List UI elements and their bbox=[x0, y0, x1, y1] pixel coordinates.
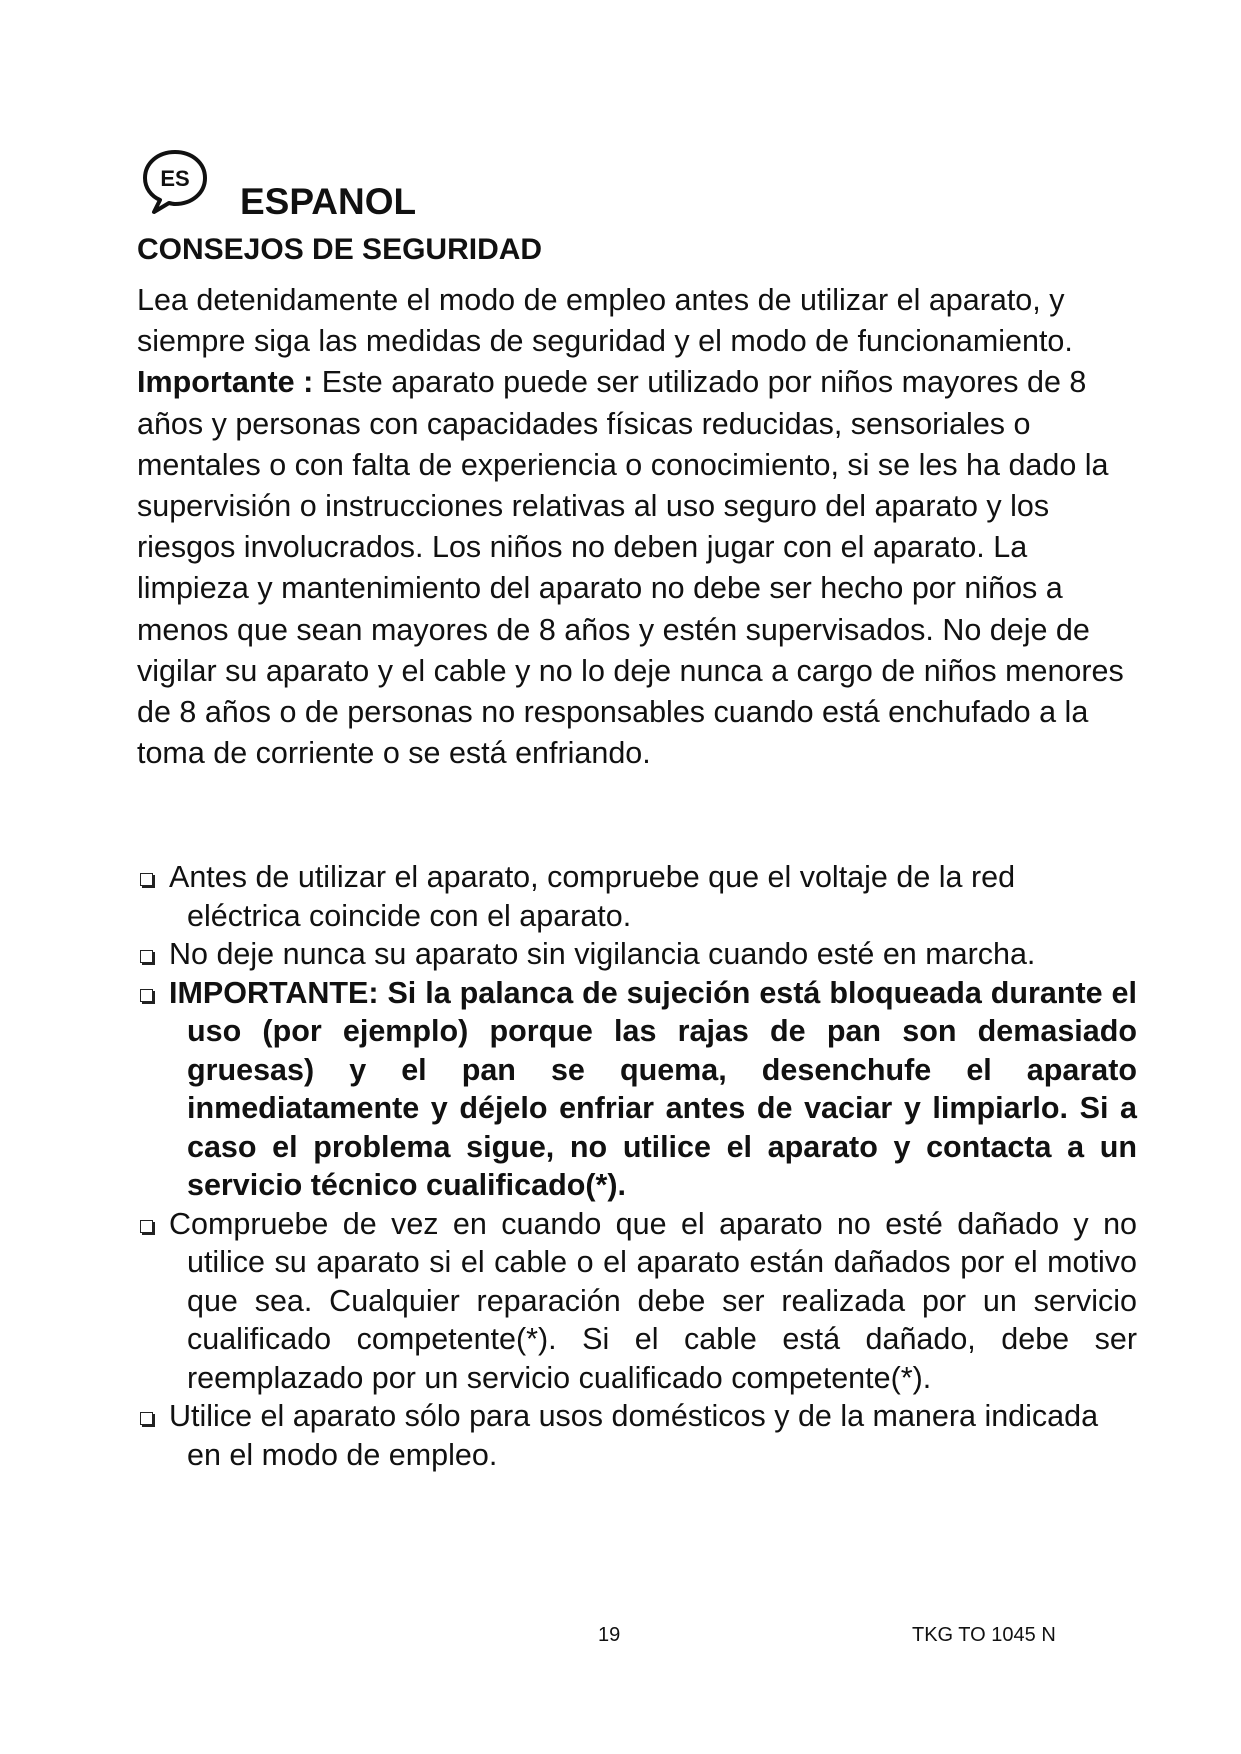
es-speech-bubble-icon bbox=[140, 148, 210, 218]
list-item-important: IMPORTANTE: Si la palanca de sujeción está bloqueada durante el uso (por ejemplo) porque las rajas de pan son demasiado gruesas) y el pan se quema, desenchufe el aparato inmediatamente y déjelo enfriar antes de vaciar y limpiarlo. Si a caso el problema sigue, no utilice el aparato y contacta a un servicio técnico cualificado(*). bbox=[137, 974, 1137, 1205]
list-item: No deje nunca su aparato sin vigilancia cuando esté en marcha. bbox=[137, 935, 1137, 974]
model-number: TKG TO 1045 N bbox=[912, 1624, 1056, 1646]
intro-paragraph: Lea detenidamente el modo de empleo antes de utilizar el aparato, y siempre siga las medidas de seguridad y el modo de funcionamiento. bbox=[137, 283, 1073, 359]
checkbox-bullet-icon bbox=[140, 1220, 153, 1233]
important-text: Este aparato puede ser utilizado por niños mayores de 8 años y personas con capacidades físicas reducidas, sensoriales o mentales o con falta de experiencia o conocimiento, si se les ha dado la supervisión o instrucciones relativas al uso seguro del aparato y los riesgos involucrados. Los niños no deben jugar con el aparato. La limpieza y mantenimiento del aparato no debe ser hecho por niños a menos que sean mayores de 8 años y estén supervisados. No deje de vigilar su aparato y el cable y no lo deje nunca a cargo de niños menores de 8 años o de personas no responsables cuando está enchufado a la toma de corriente o se está enfriando. bbox=[137, 365, 1124, 771]
language-title: ESPANOL bbox=[240, 181, 417, 222]
checkbox-bullet-icon bbox=[140, 950, 153, 963]
language-header bbox=[140, 148, 840, 228]
section-heading: CONSEJOS DE SEGURIDAD bbox=[137, 233, 543, 266]
checkbox-bullet-icon bbox=[140, 873, 153, 886]
important-label: Importante : bbox=[137, 365, 314, 400]
checkbox-bullet-icon bbox=[140, 1412, 153, 1425]
important-paragraph bbox=[137, 362, 1127, 774]
checkbox-bullet-icon bbox=[140, 989, 153, 1002]
list-item: Compruebe de vez en cuando que el aparato no esté dañado y no utilice su aparato si el cable o el aparato están dañados por el motivo que sea. Cualquier reparación debe ser realizada por un servicio cualificado competente(*). Si el cable está dañado, debe ser reemplazado por un servicio cualificado competente(*). bbox=[137, 1205, 1137, 1398]
safety-bullet-list bbox=[137, 858, 1137, 1474]
svg-text:ES: ES bbox=[160, 166, 190, 191]
intro-text bbox=[137, 280, 1127, 774]
page-number: 19 bbox=[598, 1624, 621, 1646]
list-item: Utilice el aparato sólo para usos domésticos y de la manera indicada en el modo de empleo. bbox=[137, 1397, 1137, 1474]
list-item: Antes de utilizar el aparato, compruebe que el voltaje de la red eléctrica coincide con el aparato. bbox=[137, 858, 1137, 935]
